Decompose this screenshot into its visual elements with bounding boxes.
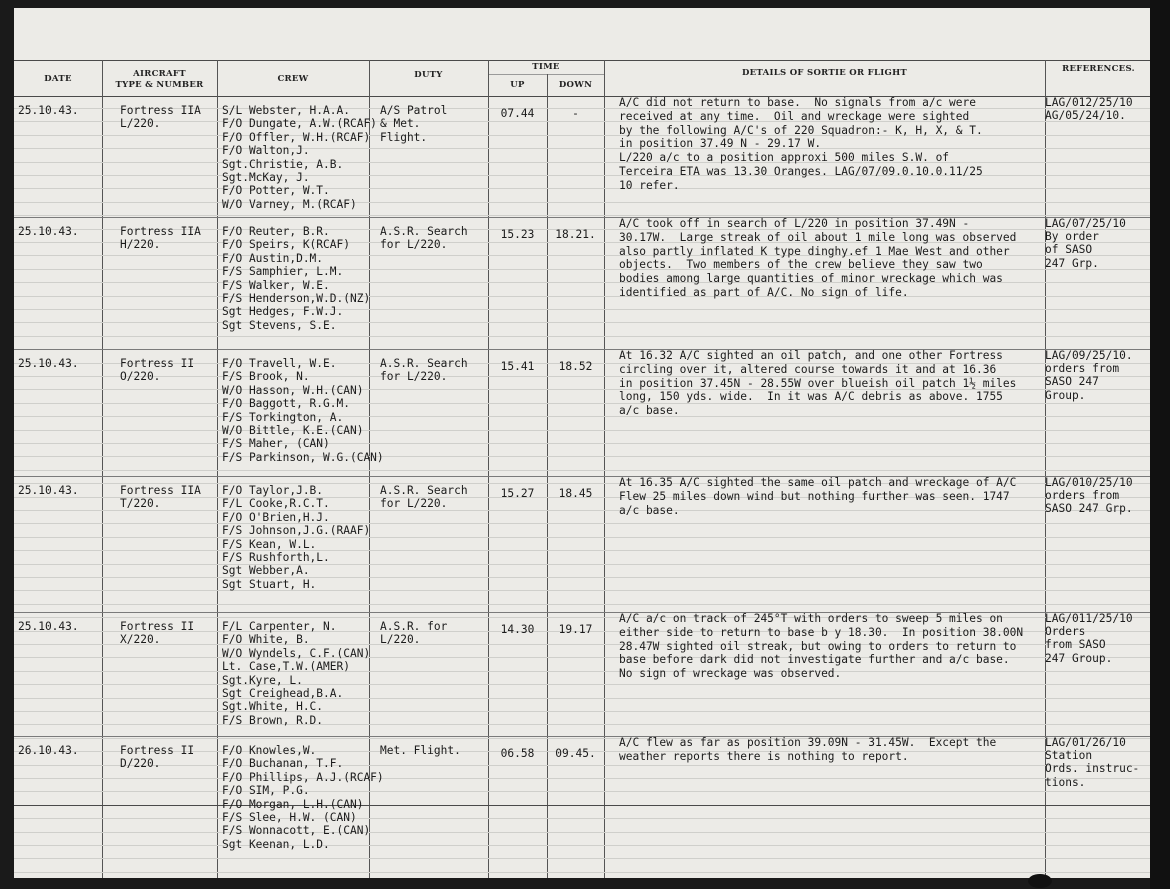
- entry-details-line: 10 refer.: [619, 178, 680, 192]
- entry-time-up: 15.41: [500, 360, 535, 373]
- entry-crew-line: Sgt.White, H.C.: [222, 700, 324, 714]
- entry-crew-line: F/O White, B.: [222, 633, 310, 647]
- entry-aircraft-line: Fortress II: [120, 357, 195, 370]
- ruled-line: [14, 858, 1152, 859]
- entry-references-line: LAG/012/25/10: [1045, 96, 1133, 109]
- sheet-bottom-rule: [14, 805, 1152, 806]
- entry-details-line: A/C flew as far as position 39.09N - 31.45W. Except the: [619, 736, 997, 749]
- entry-crew-line: F/S Henderson,W.D.(NZ): [222, 291, 371, 305]
- entry-date: 25.10.43.: [18, 484, 79, 497]
- entry-details-line: L/220 a/c to a position approxi 500 miles S.W. of: [619, 151, 950, 165]
- entry-references-line: Station: [1045, 749, 1093, 763]
- entry-time-up: 06.58: [500, 747, 535, 760]
- entry-crew-line: F/O Walton,J.: [222, 144, 310, 158]
- entry-details: [619, 96, 983, 193]
- entry-crew-line: F/S Walker, W.E.: [222, 278, 330, 292]
- ruled-line: [14, 698, 1152, 699]
- entry-date: 25.10.43.: [18, 225, 79, 238]
- entry-crew-line: F/S Maher, (CAN): [222, 437, 330, 451]
- entry-details-line: also partly inflated K type dinghy.ef 1 Mae West and other: [619, 244, 1010, 258]
- entry-details: [619, 476, 1016, 517]
- entry-details-line: base before dark did not investigate further and a/c base.: [619, 653, 1010, 667]
- entry-crew-line: F/L Cooke,R.C.T.: [222, 497, 330, 511]
- header-date: DATE: [44, 74, 72, 84]
- entry-references-line: orders from: [1045, 489, 1120, 503]
- entry-aircraft: [120, 484, 201, 511]
- entry-date: 25.10.43.: [18, 357, 79, 370]
- entry-crew: [222, 357, 384, 464]
- entry-details-line: either side to return to base b y 18.30. In position 38.00N: [619, 625, 1024, 639]
- entry-references-line: orders from: [1045, 362, 1120, 376]
- header-aircraft-line2: TYPE & NUMBER: [115, 80, 204, 90]
- header-crew: CREW: [277, 74, 309, 84]
- entry-references-line: 247 Grp.: [1045, 256, 1099, 270]
- entry-references-line: 247 Group.: [1045, 651, 1113, 665]
- ruled-line: [14, 778, 1152, 779]
- entry-crew-line: Sgt Hedges, F.W.J.: [222, 305, 344, 319]
- entry-details-line: Terceira ETA was 13.30 Oranges. LAG/07/09.0.10.0.11/25: [619, 164, 983, 178]
- ruled-line: [14, 684, 1152, 685]
- entry-duty-line: for L/220.: [380, 238, 448, 252]
- entry-duty-line: A.S.R. for: [380, 620, 448, 633]
- entry-details-line: received at any time. Oil and wreckage were sighted: [619, 109, 970, 123]
- entry-crew-line: F/O Taylor,J.B.: [222, 484, 324, 497]
- ruled-line: [14, 711, 1152, 712]
- entry-crew-line: Sgt Creighead,B.A.: [222, 686, 344, 700]
- entry-crew-line: F/O Morgan, L.H.(CAN): [222, 797, 364, 811]
- entry-references: [1045, 476, 1133, 516]
- entry-crew-line: F/O Travell, W.E.: [222, 357, 337, 370]
- ruled-line: [14, 523, 1152, 524]
- entry-crew-line: F/O Reuter, B.R.: [222, 225, 330, 238]
- entry-aircraft-line: Fortress IIA: [120, 104, 201, 117]
- entry-duty: [380, 357, 468, 384]
- entry-details: [619, 612, 1023, 681]
- ruled-line: [14, 537, 1152, 538]
- entry-crew-line: Sgt Webber,A.: [222, 564, 310, 578]
- header-up: UP: [510, 80, 525, 90]
- entry-time-up: 07.44: [500, 107, 535, 120]
- entry-crew-line: F/O Offler, W.H.(RCAF): [222, 130, 371, 144]
- entry-crew-line: F/O Austin,D.M.: [222, 251, 324, 265]
- entry-aircraft-line: Fortress II: [120, 620, 195, 633]
- entry-aircraft-line: X/220.: [120, 633, 161, 647]
- entry-details-line: in position 37.49 N - 29.17 W.: [619, 137, 822, 151]
- entry-crew-line: W/O Bittle, K.E.(CAN): [222, 423, 364, 437]
- entry-crew-line: F/O Potter, W.T.: [222, 184, 330, 198]
- entry-crew-line: F/S Brown, R.D.: [222, 713, 324, 727]
- entry-time-down: 18.45: [558, 487, 593, 500]
- entry-crew: [222, 484, 370, 591]
- entry-details-line: in position 37.45N - 28.55W over blueish oil patch 1½ miles: [619, 376, 1017, 390]
- entry-details-line: bodies among large quantities of minor wreckage which was: [619, 272, 1003, 286]
- entry-aircraft: [120, 744, 194, 771]
- entry-references-line: of SASO: [1045, 243, 1093, 257]
- entry-crew-line: F/S Brook, N.: [222, 370, 310, 384]
- entry-crew-line: F/O Dungate, A.W.(RCAF): [222, 117, 377, 131]
- header-duty: DUTY: [414, 70, 443, 80]
- ruled-line: [14, 724, 1152, 725]
- entry-references-line: Orders: [1045, 625, 1086, 639]
- entry-crew: [222, 744, 384, 851]
- entry-details: [619, 736, 996, 764]
- entry-duty: [380, 225, 468, 252]
- entry-details-line: 30.17W. Large streak of oil about 1 mile long was observed: [619, 230, 1017, 244]
- header-details: DETAILS OF SORTIE OR FLIGHT: [741, 68, 908, 78]
- entry-aircraft: [120, 357, 194, 384]
- entry-crew-line: Sgt Stuart, H.: [222, 577, 317, 591]
- entry-duty-line: A.S.R. Search: [380, 357, 468, 370]
- entry-references-line: LAG/07/25/10: [1045, 217, 1126, 230]
- entry-references-line: By order: [1045, 230, 1099, 244]
- entry-crew-line: F/S Kean, W.L.: [222, 537, 317, 551]
- entry-crew-line: F/O Phillips, A.J.(RCAF): [222, 770, 384, 784]
- entry-time-up: 15.27: [500, 487, 535, 500]
- entry-crew-line: S/L Webster, H.A.A.: [222, 104, 350, 117]
- entry-details-line: objects. Two members of the crew believe they saw two: [619, 258, 983, 272]
- entry-references-line: LAG/09/25/10.: [1045, 349, 1133, 362]
- entry-details-line: identified as part of A/C. No sign of life.: [619, 285, 909, 299]
- entry-aircraft-line: T/220.: [120, 497, 161, 511]
- header-references: REFERENCES.: [1062, 64, 1135, 74]
- entry-crew-line: W/O Wyndels, C.F.(CAN): [222, 646, 371, 660]
- entry-details: [619, 349, 1016, 418]
- entry-duty-line: A.S.R. Search: [380, 484, 468, 497]
- entry-details-line: a/c base.: [619, 404, 680, 418]
- entry-details: [619, 217, 1016, 300]
- header-top-rule: [14, 60, 1152, 61]
- ruled-line: [14, 577, 1152, 578]
- entry-references-line: LAG/01/26/10: [1045, 736, 1126, 749]
- entry-references-line: Group.: [1045, 388, 1086, 402]
- entry-crew-line: Sgt.Christie, A.B.: [222, 157, 344, 171]
- ruled-line: [14, 845, 1152, 846]
- entry-time-down: 09.45.: [555, 747, 596, 760]
- entry-date: 25.10.43.: [18, 620, 79, 633]
- entry-crew-line: F/O Baggott, R.G.M.: [222, 397, 350, 411]
- entry-duty-line: for L/220.: [380, 370, 448, 384]
- ruled-line: [14, 564, 1152, 565]
- entry-time-down: -: [572, 107, 579, 120]
- entry-crew-line: Lt. Case,T.W.(AMER): [222, 660, 350, 674]
- time-subheader-rule: [488, 74, 604, 75]
- entry-references-line: Ords. instruc-: [1045, 762, 1140, 776]
- entry-time-down: 18.21.: [555, 228, 596, 241]
- entry-references-line: SASO 247 Grp.: [1045, 502, 1133, 516]
- entry-crew-line: F/O Knowles,W.: [222, 744, 317, 757]
- entry-aircraft-line: Fortress IIA: [120, 484, 201, 497]
- entry-references-line: from SASO: [1045, 638, 1106, 652]
- entry-crew-line: W/O Hasson, W.H.(CAN): [222, 383, 364, 397]
- entry-duty-line: for L/220.: [380, 497, 448, 511]
- entry-references: [1045, 349, 1133, 402]
- ruled-line: [14, 336, 1152, 337]
- entry-crew-line: F/S Parkinson, W.G.(CAN): [222, 450, 384, 464]
- page-edge: [1150, 0, 1170, 889]
- entry-aircraft-line: D/220.: [120, 757, 161, 771]
- entry-aircraft-line: Fortress IIA: [120, 225, 201, 238]
- ruled-line: [14, 309, 1152, 310]
- entry-time-down: 18.52: [558, 360, 593, 373]
- entry-details-line: 28.47W sighted oil streak, but owing to orders to return to: [619, 639, 1017, 653]
- entry-references: [1045, 217, 1126, 270]
- entry-details-line: Flew 25 miles down wind but nothing further was seen. 1747: [619, 489, 1010, 503]
- entry-aircraft-line: H/220.: [120, 238, 161, 252]
- ruled-line: [14, 590, 1152, 591]
- entry-details-line: No sign of wreckage was observed.: [619, 667, 842, 681]
- entry-details-line: weather reports there is nothing to report.: [619, 749, 909, 763]
- entry-references-line: LAG/010/25/10: [1045, 476, 1133, 489]
- entry-duty: [380, 620, 447, 647]
- entry-references-line: tions.: [1045, 775, 1086, 789]
- entry-aircraft: [120, 225, 201, 252]
- entry-crew-line: Sgt Keenan, L.D.: [222, 837, 330, 851]
- ruled-line: [14, 604, 1152, 605]
- entry-duty: [380, 744, 461, 757]
- entry-duty-line: & Met.: [380, 117, 421, 131]
- header-down: DOWN: [558, 80, 593, 90]
- ruled-line: [14, 443, 1152, 444]
- entry-duty-line: Flight.: [380, 130, 428, 144]
- entry-aircraft-line: L/220.: [120, 117, 161, 131]
- entry-duty-line: A.S.R. Search: [380, 225, 468, 238]
- ruled-line: [14, 470, 1152, 471]
- entry-duty-line: Met. Flight.: [380, 744, 461, 757]
- entry-details-line: long, 150 yds. wide. In it was A/C debris as above. 1755: [619, 390, 1003, 404]
- operations-record-sheet: [14, 8, 1152, 878]
- entry-details-line: circling over it, altered course towards it and at 16.36: [619, 362, 997, 376]
- entry-aircraft-line: Fortress II: [120, 744, 195, 757]
- ruled-line: [14, 872, 1152, 873]
- entry-crew-line: Sgt.Kyre, L.: [222, 673, 303, 687]
- header-aircraft: [102, 69, 217, 91]
- entry-aircraft-line: O/220.: [120, 370, 161, 384]
- entry-crew: [222, 104, 377, 211]
- entry-details-line: A/C a/c on track of 245°T with orders to sweep 5 miles on: [619, 612, 1003, 625]
- entry-date: 25.10.43.: [18, 104, 79, 117]
- entry-duty: [380, 484, 468, 511]
- entry-duty-line: L/220.: [380, 633, 421, 647]
- entry-crew-line: F/O Speirs, K(RCAF): [222, 238, 350, 252]
- ruled-line: [14, 202, 1152, 203]
- ruled-line: [14, 818, 1152, 819]
- ruled-line: [14, 456, 1152, 457]
- entry-date: 26.10.43.: [18, 744, 79, 757]
- entry-crew-line: F/S Torkington, A.: [222, 410, 344, 424]
- entry-crew: [222, 620, 370, 727]
- entry-duty-line: A/S Patrol: [380, 104, 448, 117]
- entry-time-up: 15.23: [500, 228, 535, 241]
- entry-aircraft: [120, 104, 201, 131]
- entry-crew-line: F/L Carpenter, N.: [222, 620, 337, 633]
- header-aircraft-line1: AIRCRAFT: [133, 69, 186, 79]
- entry-crew-line: F/O SIM, P.G.: [222, 784, 310, 798]
- entry-references: [1045, 96, 1133, 122]
- entry-details-line: by the following A/C's of 220 Squadron:- K, H, X, & T.: [619, 123, 983, 137]
- entry-crew-line: F/S Johnson,J.G.(RAAF): [222, 524, 371, 538]
- entry-details-line: a/c base.: [619, 503, 680, 517]
- entry-time-up: 14.30: [500, 623, 535, 636]
- ruled-line: [14, 832, 1152, 833]
- ruled-line: [14, 322, 1152, 323]
- entry-crew: [222, 225, 370, 332]
- entry-aircraft: [120, 620, 194, 647]
- entry-crew-line: Sgt.McKay, J.: [222, 170, 310, 184]
- entry-crew-line: Sgt Stevens, S.E.: [222, 318, 337, 332]
- entry-crew-line: F/S Samphier, L.M.: [222, 265, 344, 279]
- entry-crew-line: F/S Slee, H.W. (CAN): [222, 810, 357, 824]
- entry-crew-line: F/S Rushforth,L.: [222, 550, 330, 564]
- entry-duty: [380, 104, 447, 144]
- entry-references: [1045, 736, 1139, 789]
- entry-crew-line: F/S Wonnacott, E.(CAN): [222, 824, 371, 838]
- entry-crew-line: F/O Buchanan, T.F.: [222, 757, 344, 771]
- entry-references-line: AG/05/24/10.: [1045, 109, 1126, 123]
- entry-time-down: 19.17: [558, 623, 593, 636]
- header-time: TIME: [532, 62, 560, 72]
- entry-details-line: At 16.32 A/C sighted an oil patch, and one other Fortress: [619, 349, 1003, 362]
- ruled-line: [14, 550, 1152, 551]
- ruled-line: [14, 430, 1152, 431]
- entry-references-line: LAG/011/25/10: [1045, 612, 1133, 625]
- punch-hole: [1028, 874, 1052, 888]
- entry-details-line: A/C took off in search of L/220 in position 37.49N -: [619, 217, 970, 230]
- entry-references-line: SASO 247: [1045, 375, 1099, 389]
- entry-crew-line: F/O O'Brien,H.J.: [222, 510, 330, 524]
- entry-details-line: A/C did not return to base. No signals from a/c were: [619, 96, 976, 109]
- ruled-line: [14, 791, 1152, 792]
- entry-crew-line: W/O Varney, M.(RCAF): [222, 197, 357, 211]
- entry-references: [1045, 612, 1133, 665]
- entry-details-line: At 16.35 A/C sighted the same oil patch and wreckage of A/C: [619, 476, 1017, 489]
